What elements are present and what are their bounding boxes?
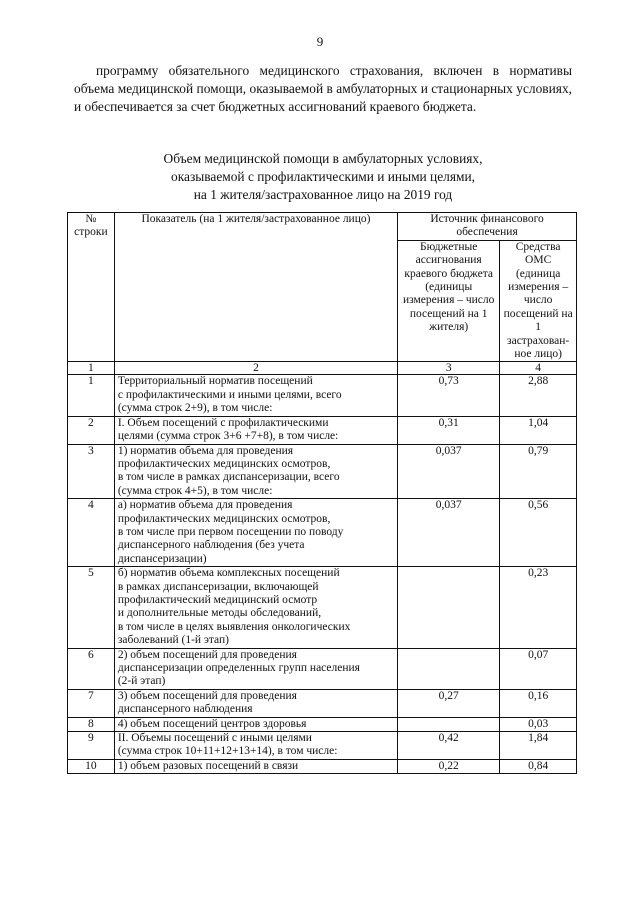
table-row [68, 444, 577, 499]
row-number: 6 [68, 648, 115, 689]
row-budget-value: 0,31 [398, 416, 500, 444]
intro-paragraph: программу обязательного медицинского страхования, включен в нормативы объема медицинской помощи, оказываемой в амбулаторных и стационарных условиях, и обеспечивается за счет бюджетных ассигнований краевого бюджета. [74, 63, 572, 114]
row-budget-value [398, 567, 500, 648]
row-oms-value: 0,16 [500, 689, 577, 717]
row-oms-value: 0,79 [500, 444, 577, 499]
row-number: 7 [68, 689, 115, 717]
table-title-line-1: Объем медицинской помощи в амбулаторных условиях, [163, 151, 483, 166]
row-number: 4 [68, 499, 115, 567]
row-indicator: б) норматив объема комплексных посещений в рамках диспансеризации, включающей профилактический медицинский осмотр и дополнительные методы обследований, в том числе в целях выявления онкологических заболеваний (1-й этап) [114, 567, 397, 648]
volume-table [67, 212, 577, 774]
column-number: 3 [398, 362, 500, 375]
row-oms-value: 0,03 [500, 717, 577, 731]
row-number: 9 [68, 732, 115, 760]
column-number: 2 [114, 362, 397, 375]
row-oms-value: 1,04 [500, 416, 577, 444]
row-number: 3 [68, 444, 115, 499]
table-title-line-3: на 1 жителя/застрахованное лицо на 2019 год [193, 187, 453, 202]
table-row [68, 648, 577, 689]
table-row [68, 499, 577, 567]
row-number: 2 [68, 416, 115, 444]
table-row [68, 717, 577, 731]
row-oms-value: 1,84 [500, 732, 577, 760]
header-funding-source: Источник финансового обеспечения [398, 213, 577, 241]
row-indicator: 2) объем посещений для проведения диспансеризации определенных групп населения (2-й этап) [114, 648, 397, 689]
table-row [68, 759, 577, 773]
row-indicator: 1) норматив объема для проведения профилактических медицинских осмотров, в том числе в рамках диспансеризации, всего (сумма строк 4+5), в том числе: [114, 444, 397, 499]
row-indicator: 3) объем посещений для проведения диспансерного наблюдения [114, 689, 397, 717]
row-budget-value [398, 717, 500, 731]
row-indicator: а) норматив объема для проведения профилактических медицинских осмотров, в том числе при первом посещении по поводу диспансерного наблюдения (без учета диспансеризации) [114, 499, 397, 567]
column-number-row [68, 362, 577, 375]
row-oms-value: 0,07 [500, 648, 577, 689]
table-row [68, 375, 577, 416]
table-title [74, 150, 572, 204]
row-budget-value: 0,22 [398, 759, 500, 773]
column-number: 4 [500, 362, 577, 375]
row-oms-value: 0,23 [500, 567, 577, 648]
row-budget-value: 0,73 [398, 375, 500, 416]
row-budget-value: 0,27 [398, 689, 500, 717]
row-budget-value: 0,42 [398, 732, 500, 760]
row-number: 5 [68, 567, 115, 648]
row-number: 10 [68, 759, 115, 773]
table-title-line-2: оказываемой с профилактическими и иными целями, [171, 169, 475, 184]
row-oms-value: 0,84 [500, 759, 577, 773]
row-budget-value: 0,037 [398, 444, 500, 499]
row-budget-value: 0,037 [398, 499, 500, 567]
row-number: 1 [68, 375, 115, 416]
page-number: 9 [316, 34, 324, 49]
row-budget-value [398, 648, 500, 689]
row-indicator: I. Объем посещений с профилактическими целями (сумма строк 3+6 +7+8), в том числе: [114, 416, 397, 444]
header-indicator: Показатель (на 1 жителя/застрахованное лицо) [114, 213, 397, 362]
header-row-number: № строки [68, 213, 115, 362]
table-row [68, 416, 577, 444]
column-number: 1 [68, 362, 115, 375]
header-budget: Бюджетные ассигнования краевого бюджета (единицы измерения – число посещений на 1 жителя) [398, 240, 500, 362]
row-indicator: II. Объемы посещений с иными целями (сумма строк 10+11+12+13+14), в том числе: [114, 732, 397, 760]
row-number: 8 [68, 717, 115, 731]
row-oms-value: 2,88 [500, 375, 577, 416]
row-oms-value: 0,56 [500, 499, 577, 567]
row-indicator: Территориальный норматив посещений с профилактическими и иными целями, всего (сумма строк 2+9), в том числе: [114, 375, 397, 416]
table-row [68, 732, 577, 760]
row-indicator: 1) объем разовых посещений в связи [114, 759, 397, 773]
row-indicator: 4) объем посещений центров здоровья [114, 717, 397, 731]
table-row [68, 567, 577, 648]
header-oms: Средства ОМС (единица измерения – число посещений на 1 застрахован-ное лицо) [500, 240, 577, 362]
table-row [68, 689, 577, 717]
